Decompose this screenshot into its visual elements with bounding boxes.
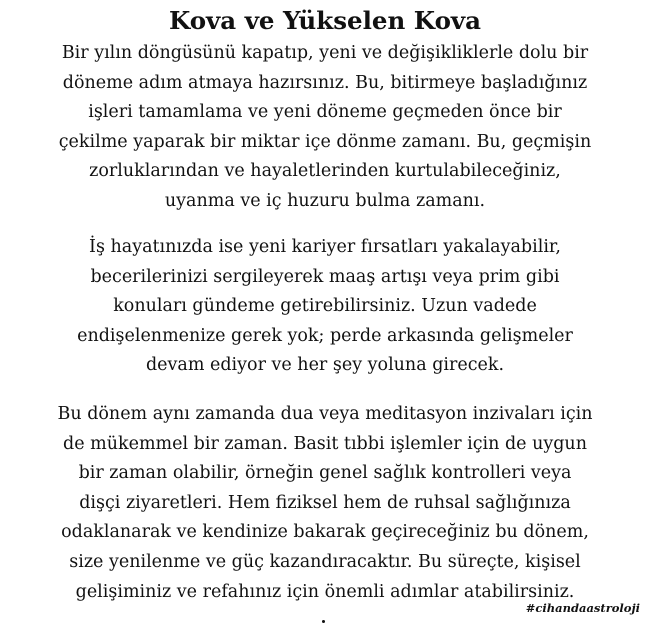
page-title: Kova ve Yükselen Kova <box>168 6 482 35</box>
text-line: devam ediyor ve her şey yoluna girecek. <box>145 355 505 376</box>
text-line: döneme adım atmaya hazırsınız. Bu, bitirmeye başladığınız <box>62 72 588 93</box>
paragraph-1 <box>8 39 642 217</box>
text-line: becerilerinizi sergileyerek maaş artışı veya prim gibi <box>90 266 560 287</box>
paragraph-3 <box>8 400 642 607</box>
text-line: İş hayatınızda ise yeni kariyer fırsatları yakalayabilir, <box>89 237 561 257</box>
text-line: uyanma ve iç huzuru bulma zamanı. <box>164 190 486 211</box>
text-line: işleri tamamlama ve yeni döneme geçmeden önce bir <box>88 102 562 123</box>
text-line: çekilme yaparak bir miktar içe dönme zamanı. Bu, geçmişin <box>58 131 592 152</box>
text-line: size yenilenme ve güç kazandıracaktır. Bu süreçte, kişisel <box>69 551 581 572</box>
text-line: Bu dönem aynı zamanda dua veya meditasyon inzivaları için <box>57 404 593 424</box>
hashtag-watermark: #cihandaastroloji <box>525 601 640 615</box>
text-line: odaklanarak ve kendinize bakarak geçireceğiniz bu dönem, <box>61 522 589 543</box>
text-line: Bir yılın döngüsünü kapatıp, yeni ve değişikliklerle dolu bir <box>61 43 589 63</box>
text-line: dişçi ziyaretleri. Hem fiziksel hem de ruhsal sağlığınıza <box>79 492 571 513</box>
text-line: endişelenmenize gerek yok; perde arkasında gelişmeler <box>77 325 573 346</box>
text-line: gelişiminiz ve refahınız için önemli adımlar atabilirsiniz. <box>75 581 575 602</box>
text-line: konuları gündeme getirebilirsiniz. Uzun vadede <box>113 296 537 317</box>
dot-mark <box>322 620 325 623</box>
text-line: bir zaman olabilir, örneğin genel sağlık kontrolleri veya <box>78 463 572 484</box>
text-line: zorluklarından ve hayaletlerinden kurtulabileceğiniz, <box>89 161 561 182</box>
text-line: de mükemmel bir zaman. Basit tıbbi işlemler için de uygun <box>63 433 587 454</box>
paragraph-2 <box>8 233 642 381</box>
